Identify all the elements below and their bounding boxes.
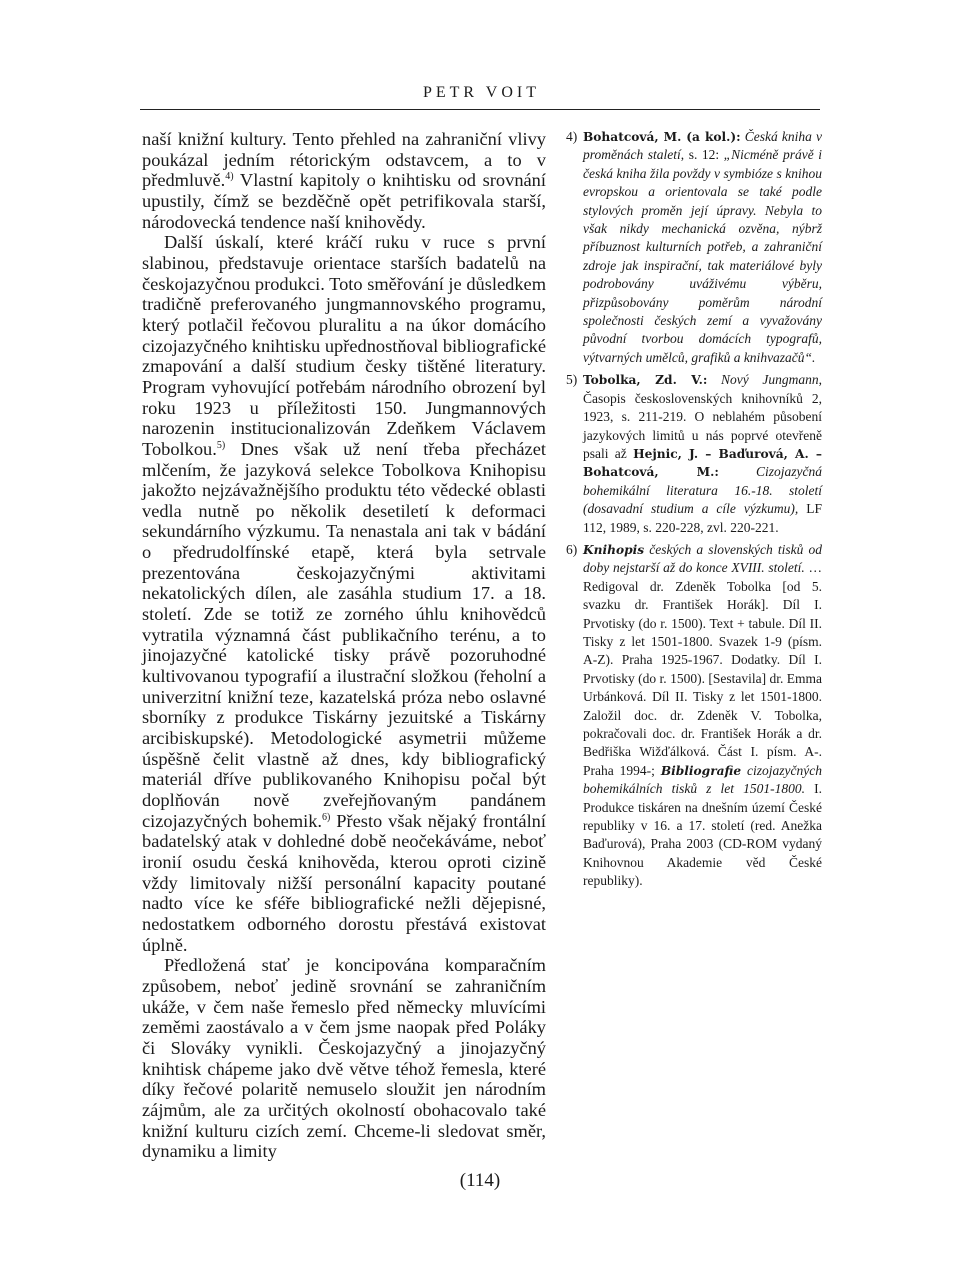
footnote-ref-5: 5) (216, 439, 226, 451)
footnote-6-lead: Knihopis (583, 542, 645, 557)
footnote-5-title2: Cizojazyčná bohemikální literatura 16.-18. století (dosavadní studium a cíle výzkumu), (583, 464, 822, 517)
footnote-6 (566, 541, 822, 891)
paragraph-2-text-c: Přesto však nějaký frontální badatelský atak v dohledné době neočekáváme, neboť ironií osudu česká knihověda, kterou oproti cizině vždy limitovaly nižší personální kapacity poutané nadto více ke sféře bibliografické nežli dějepisné, nedostatkem odborného dorostu přestává existovat úplně. (142, 810, 546, 955)
footnote-4-rest: , s. 12: (680, 147, 724, 163)
paragraph-3: Předložená stať je koncipována komparačním způsobem, neboť jedině srovnání se zahraničním ukáže, v čem naše řemeslo před německy mluvícími zeměmi zaostávalo a v čem jsme naopak před Poláky či Slováky vynikli. Českojazyčný a jinojazyčný knihtisk chápeme jako dvě větve téhož řemesla, které díky řečové polaritě nemuselo sloužit jen národním zájmům, ale za určitých okolností obohacovalo také knižní kulturu cizích zemí. Chceme-li sledovat směr, dynamiku a limity (142, 955, 546, 1162)
footnote-5-authors2: Hejnic, J. – Baďurová, A. – Bohatcová, M.: (583, 446, 822, 480)
paragraph-2-text-a: Další úskalí, které kráčí ruku v ruce s první slabinou, představuje orientace starších badatelů na českojazyčnou produkci. Toto směřování je důsledkem tradičně preferovaného jungmannovského programu, který potlačil řečovou pluralitu a na úkor domácího cizojazyčného knihtisku upřednostňoval bibliografické zmapování a další studium česky tištěné literatury. Program vyhovující potřebám národního obrození byl roku 1923 u příležitosti 150. Jungmannových narozenin institucionalizován Zdeňkem Václavem Tobolkou. (142, 232, 546, 459)
paragraph-1-text-a: naší knižní kultury. Tento přehled na zahraniční vlivy poukázal jedním rétorickým odstavcem, a to v předmluvě. (142, 129, 546, 191)
footnote-6-title2: cizojazyčných bohemikálních tisků z let 1501-1800. (583, 762, 823, 797)
header-rule (140, 109, 820, 110)
footnote-6-number: 6) (566, 541, 578, 557)
paragraph-1-text-b: Vlastní kapitoly o knihtisku od srovnání upustily, čímž se bezděčně opět petrifikovala starší, národovecká tendence naší knihovědy. (142, 170, 546, 232)
footnote-5-tail: LF 112, 1989, s. 220-228, zvl. 220-221. (583, 501, 822, 535)
footnote-ref-4: 4) (225, 171, 234, 183)
footnote-5-mid: , Časopis československých knihovníků 2, 1923, s. 211-219. O neblahém působení jazykových limitů u nás poprvé otevřeně psali až (583, 372, 822, 461)
footnote-4-title: Česká kniha v proměnách staletí (583, 129, 822, 163)
footnote-5-author: Tobolka, Zd. V.: (583, 373, 708, 388)
main-text-column (142, 129, 546, 1162)
footnote-6-title: českých a slovenských tisků od doby nejstarší až do konce XVIII. století. (583, 541, 822, 576)
footnote-4-quote: „Nicméně právě i česká kniha žila povždy v symbióze s knihou evropskou a orientovala se také podle stylových proměn její úpravy. Nebyla to však nikdy mechanická ozvěna, nýbrž příbuznost kulturních potřeb, a zahraniční zdroje jak inspirační, tak materiálové byly podrobovány uváživému výběru, přizpůsobovány poměrům národní společnosti českých zemí a vyvažovány původní tvorbou domácích typografů, výtvarných umělců, grafiků a knihvazačů“. (583, 147, 822, 365)
footnote-5-title: Nový Jungmann (721, 372, 819, 388)
footnote-4 (566, 128, 822, 367)
footnote-6-tail: I. Produkce tiskáren na dnešním území České republiky v 16. a 17. století (red. Anežka Baďurová), Praha 2003 (CD-ROM vydaný Knihovnou Akademie věd České republiky). (583, 781, 823, 889)
footnote-6-lead2: Bibliografie (660, 763, 742, 778)
footnote-4-number: 4) (566, 129, 578, 144)
paragraph-2-text-b: Dnes však už není třeba přecházet mlčením, že jazyková selekce Tobolkova Knihopisu jakožto nejzávažnějšího produktu této vědecké oblasti vedla nutně po několik desetiletí k deformaci sekundárního výzkumu. Ta nenastala ani tak v bádání o předrudolfínské etapě, která byla setrvale prezentována českojazyčnými aktivitami nekatolických dílen, ale zasáhla studium 17. a 18. století. Zde se totiž ze zorného úhlu knihovědců vytratila významná část publikačního terénu, a to jinojazyčné katolické tisky právě pozoruhodné kultivovanou typografií a ilustrační složkou (řeholní a univerzitní knižní teze, kazatelská próza nebo oslavné sborníky z produkce Tiskárny jezuitské a Tiskárny arcibiskupské). Metodologické asymetrii můžeme úspěšně čelit vlastně až dnes, kdy bibliografický materiál dříve publikovaného Knihopisu počal být doplňován nově zveřejňovaným pandánem cizojazyčných bohemik. (142, 438, 546, 831)
footnote-5-number: 5) (566, 372, 578, 388)
footnote-5 (566, 371, 822, 537)
page-number: (114) (459, 1170, 501, 1191)
paragraph-2 (142, 232, 546, 955)
footnotes-column (566, 128, 822, 895)
footnote-6-mid: … Redigoval dr. Zdeněk Tobolka [od 5. svazku dr. František Horák]. Díl I. Prvotisky (do r. 1500). Text + tabule. Díl II. Tisky z let 1501-1800. Svazek 1-9 (písm. A-Z). Praha 1925-1967. Dodatky. Díl I. Prvotisky (do r. 1500). [Sestavila] dr. Emma Urbánková. Díl II. Tisky z let 1501-1800. Založil doc. dr. Zdeněk V. Tobolka, pokračovali doc. dr. František Horák a dr. Bedřiška Wižďálková. Část I. písm. A-. Praha 1994-; (583, 560, 822, 778)
paragraph-1 (142, 129, 546, 232)
footnote-4-author: Bohatcová, M. (a kol.): (583, 130, 741, 144)
running-head-author: PETR VOIT (422, 84, 540, 101)
footnote-ref-6: 6) (322, 811, 331, 823)
